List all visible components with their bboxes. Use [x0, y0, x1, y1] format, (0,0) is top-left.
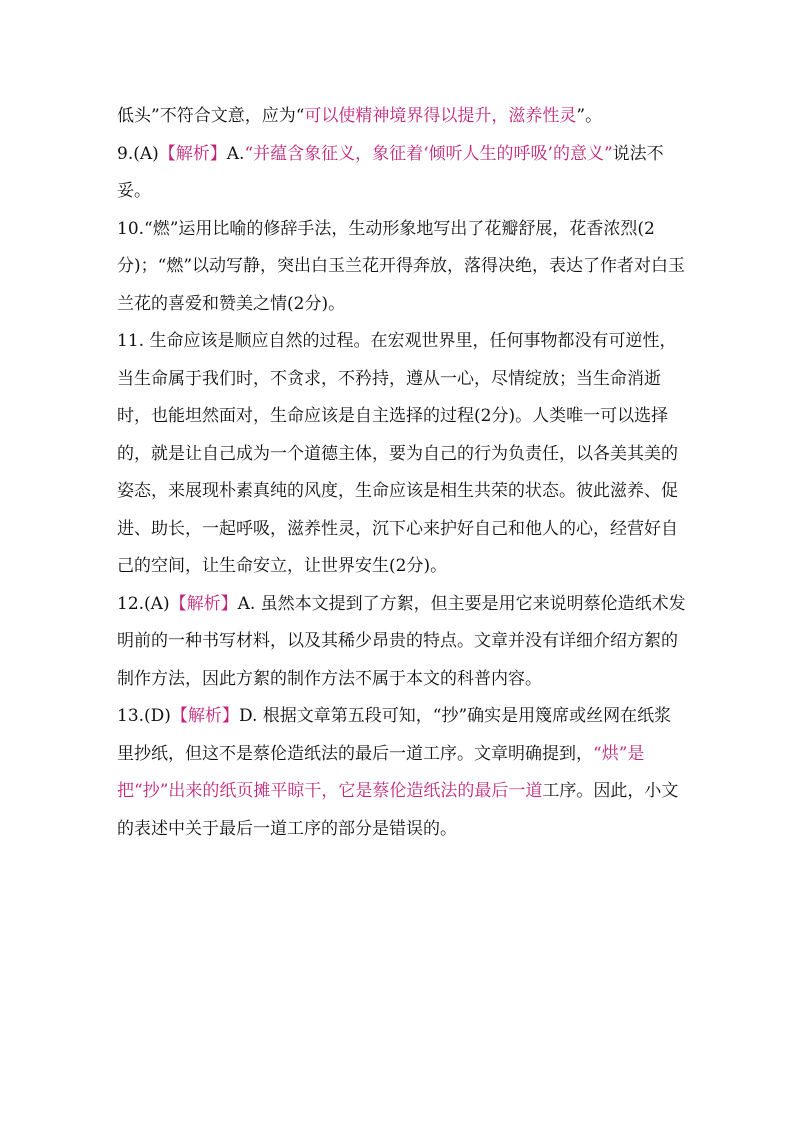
text-segment: A. 虽然本文提到了方絮，但主要是用它来说明蔡伦造纸术发明前的一种书写材料，以及其稀少昂贵的特点。文章并没有详细介绍方絮的制作方法，因此方絮的制作方法不属于本文的科普内容。	[117, 593, 686, 689]
text-segment: ”。	[576, 106, 603, 126]
answer-key-text	[117, 98, 687, 848]
paragraph-q11	[117, 323, 687, 586]
paragraph-q12	[117, 586, 687, 699]
question-number: 13.(D)	[117, 706, 171, 726]
question-number: 12.(A)	[117, 593, 170, 614]
text-segment: 低头”不符合文意，应为“	[117, 106, 305, 126]
paragraph-continuation	[117, 98, 687, 136]
paragraph-q10	[117, 211, 687, 324]
text-segment-highlight: 可以使精神境界得以提升，滋养性灵	[304, 106, 577, 126]
option-label: A.	[226, 143, 245, 164]
text-segment: D. 根据文章第五段可知，“抄”确实是用篾席或丝网在纸浆里抄纸，但这不是蔡伦造纸法的最后一道工序。文章明确提到，	[117, 706, 672, 764]
text-segment-highlight: “烘”是把“抄”出来的纸页摊平晾干，它是蔡伦造纸法的最后一道	[117, 743, 645, 801]
text-segment: 说法不妥。	[117, 143, 664, 201]
analysis-label: 【解析】	[169, 593, 238, 614]
question-number: 9.(A)	[117, 143, 159, 164]
text-segment: 工序。因此，小文的表述中关于最后一道工序的部分是错误的。	[117, 781, 679, 839]
text-segment: 10.“燃”运用比喻的修辞手法，生动形象地写出了花瓣舒展，花香浓烈(2分)；“燃”以动写静，突出白玉兰花开得奔放，落得决绝，表达了作者对白玉兰花的喜爱和赞美之情(2分)。	[117, 218, 686, 314]
text-segment-highlight: “并蕴含象征义，象征着‘倾听人生的呼吸’的意义”	[244, 143, 613, 164]
paragraph-q13	[117, 698, 687, 848]
text-segment: 11. 生命应该是顺应自然的过程。在宏观世界里，任何事物都没有可逆性，当生命属于我们时，不贪求，不矜持，遵从一心，尽情绽放；当生命消逝时，也能坦然面对，生命应该是自主选择的过程(2分)。人类唯一可以选择的，就是让自己成为一个道德主体，要为自己的行为负责任，以各美其美的姿态，来展现朴素真纯的风度，生命应该是相生共荣的状态。彼此滋养、促进、助长，一起呼吸，滋养性灵，沉下心来护好自己和他人的心，经营好自己的空间，让生命安立，让世界安生(2分)。	[117, 331, 678, 576]
paragraph-q9	[117, 136, 687, 211]
analysis-label: 【解析】	[170, 706, 239, 726]
analysis-label: 【解析】	[158, 143, 227, 164]
